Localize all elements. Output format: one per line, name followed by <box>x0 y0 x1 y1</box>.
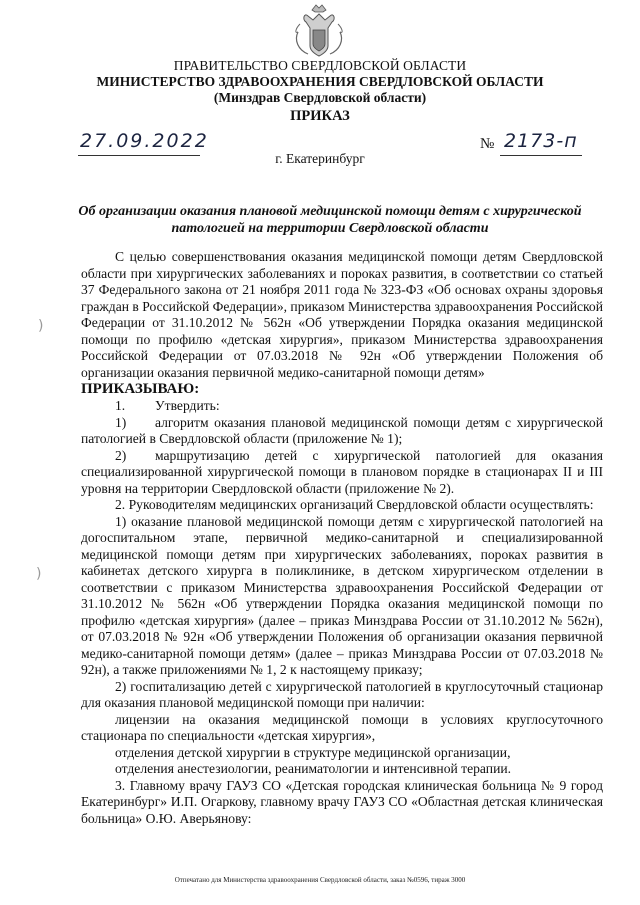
item-2-1: 1) оказание плановой медицинской помощи детям с хирургической патологией на догоспитальном этапе, первичной медико-санитарной и специализированной медицинской помощи детям при хирургических заболеваниях, пороках развития в кабинетах детского хирурга в поликлинике, в детском хирургическом отделении в соответствии с приказом Министерства здравоохранения Российской Федерации от 31.10.2012 № 562н «Об утверждении Порядка оказания медицинской помощи по профилю «детская хирургия» (далее – приказ Минздрава России от 31.10.2012 № 562н), от 07.03.2018 № 92н «Об утверждении Положения об организации оказания первичной медико-санитарной помощи детям» (далее – приказ Минздрава России от 07.03.2018 № 92н), а также приложениями № 1, 2 к настоящему приказу; <box>81 513 603 677</box>
item-1-2-number: 2) <box>115 447 127 463</box>
item-1-1-text: алгоритм оказания плановой медицинской помощи детям с хирургической патологией в Свердловской области (приложение № 1); <box>81 414 603 446</box>
item-1-2-text: маршрутизацию детей с хирургической патологией для оказания специализированной хирургической помощи в плановом порядке в стационарах II и III уровня на территории Свердловской области (приложение № 2). <box>81 447 603 496</box>
document-subject: Об организации оказания плановой медицинской помощи детям с хирургической патологией на территории Свердловской области <box>78 204 582 236</box>
preamble: С целью совершенствования оказания медицинской помощи детям Свердловской области при хирургических заболеваниях и пороках развития, в соответствии со статьей 37 Федерального закона от 21 ноября 2011 года № 323-ФЗ «Об основах охраны здоровья граждан в Российской Федерации», приказом Министерства здравоохранения Российской Федерации от 31.10.2012 № 562н «Об утверждении Порядка оказания медицинской помощи по профилю «детская хирургия», приказом Министерства здравоохранения Российской Федерации от 07.03.2018 № 92н «Об утверждении Положения об организации оказания первичной медико-санитарной помощи детям» <box>81 249 603 380</box>
item-3: 3. Главному врачу ГАУЗ СО «Детская городская клиническая больница № 9 город Екатеринбург» И.П. Огаркову, главному врачу ГАУЗ СО «Областная детская клиническая больница» О.Ю. Аверьянову: <box>81 777 603 826</box>
item-1-text: Утвердить: <box>155 398 220 413</box>
handwritten-date: 27.09.2022 <box>80 130 209 152</box>
coat-of-arms-emblem <box>290 2 348 60</box>
handwritten-number: 2173-п <box>504 130 578 152</box>
item-2-2-a: лицензии на оказания медицинской помощи в условиях круглосуточного стационара по специальности «детская хирургия», <box>81 711 603 743</box>
ministry-name: МИНИСТЕРСТВО ЗДРАВООХРАНЕНИЯ СВЕРДЛОВСКОЙ ОБЛАСТИ <box>96 74 544 89</box>
item-2-2-b: отделения детской хирургии в структуре медицинской организации, <box>115 744 511 760</box>
document-header <box>0 58 640 124</box>
item-1-1 <box>81 415 603 448</box>
order-heading: ПРИКАЗЫВАЮ: <box>81 381 200 397</box>
city: г. Екатеринбург <box>275 151 365 166</box>
item-1-1-number: 1) <box>115 414 127 430</box>
margin-mark: ) <box>36 566 42 582</box>
item-2-2-c: отделения анестезиологии, реаниматологии и интенсивной терапии. <box>115 761 512 776</box>
item-2-2: 2) госпитализацию детей с хирургической патологией в круглосуточный стационар для оказания плановой медицинской помощи при наличии: <box>81 678 603 710</box>
document-type: ПРИКАЗ <box>290 108 350 124</box>
item-2: 2. Руководителям медицинских организаций Свердловской области осуществлять: <box>115 497 594 512</box>
document-body <box>81 249 603 827</box>
government-name: ПРАВИТЕЛЬСТВО СВЕРДЛОВСКОЙ ОБЛАСТИ <box>173 58 467 73</box>
item-1 <box>81 398 603 415</box>
item-1-number: 1. <box>115 398 126 413</box>
item-1-2 <box>81 448 603 498</box>
print-footer: Отпечатано для Министерства здравоохранения Свердловской области, заказ №0596, тираж 3000 <box>174 876 466 884</box>
number-sign: № <box>480 136 495 152</box>
ministry-short-name: (Минздрав Свердловской области) <box>213 90 427 105</box>
margin-mark: ) <box>38 318 44 334</box>
